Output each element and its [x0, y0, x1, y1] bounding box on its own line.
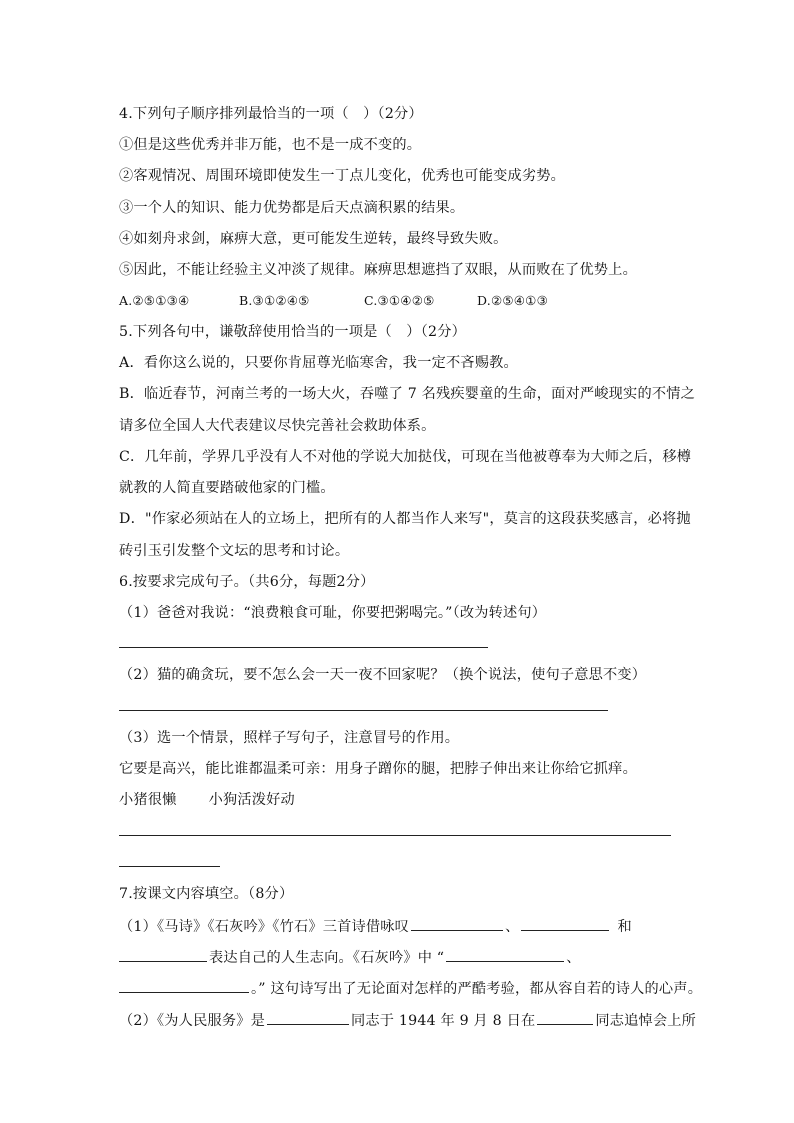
q7-part-1-line1	[119, 916, 632, 936]
q7-blank-5[interactable]	[119, 978, 249, 993]
q6-answer-line-1[interactable]	[119, 647, 488, 648]
q5-option-a: A．看你这么说的，只要你肯屈尊光临寒舍，我一定不吝赐教。	[119, 355, 518, 371]
q4-sentence-4: ④如刻舟求剑，麻痹大意，更可能发生逆转，最终导致失败。	[119, 231, 508, 247]
q7-blank-4[interactable]	[446, 947, 564, 962]
q4-sentence-3: ③一个人的知识、能力优势都是后天点滴积累的结果。	[119, 200, 465, 216]
q4-sentence-1: ①但是这些优秀并非万能，也不是一成不变的。	[119, 137, 422, 153]
q6-part-2: （2）猫的确贪玩，要不怎么会一天一夜不回家呢？（换个说法，使句子意思不变）	[119, 667, 647, 683]
q7-part-1-text-a: （1）《马诗》《石灰吟》《竹石》三首诗借咏叹	[119, 919, 410, 935]
q5-option-b-line1: B．临近春节，河南兰考的一场大火，吞噬了 7 名残疾婴童的生命，面对严峻现实的不情之	[119, 386, 695, 402]
q7-blank-3[interactable]	[119, 947, 207, 962]
q5-option-c-line1: C．几年前，学界几乎没有人不对他的学说大加挞伐，可现在当他被尊奉为大师之后，移樽	[119, 449, 692, 465]
q6-answer-line-2[interactable]	[119, 710, 608, 711]
q6-part-1: （1）爸爸对我说：“浪费粮食可耻，你要把粥喝完。”（改为转述句）	[119, 605, 547, 621]
q4-option-b: B.③①②④⑤	[239, 293, 310, 308]
q7-blank-7[interactable]	[537, 1010, 593, 1025]
q7-part-1-line2	[119, 947, 581, 967]
q7-part-1-text-b: 表达自己的人生志向。《石灰吟》中 “	[209, 950, 445, 966]
q6-scene-2: 小狗活泼好动	[208, 792, 295, 808]
q6-part-3: （3）选一个情景，照样子写句子，注意冒号的作用。	[119, 730, 460, 746]
q5-option-c-line2: 就教的人简直要踏破他家的门槛。	[119, 480, 335, 496]
q7-part-2-line1	[119, 1010, 696, 1030]
q4-sentence-2: ②客观情况、周围环境即使发生一丁点儿变化，优秀也可能变成劣势。	[119, 168, 566, 184]
q7-part-2-text-a: （2）《为人民服务》是	[119, 1013, 266, 1029]
q7-part-2-text-c: 同志追悼会上所	[595, 1013, 697, 1029]
q7-blank-1[interactable]	[411, 916, 503, 931]
q7-blank-2[interactable]	[521, 916, 609, 931]
q4-option-c: C.③①④②⑤	[364, 293, 435, 308]
q5-option-b-line2: 请多位全国人大代表建议尽快完善社会救助体系。	[119, 418, 436, 434]
q7-blank-6[interactable]	[267, 1010, 349, 1025]
q4-option-d: D.②⑤④①③	[477, 293, 548, 308]
q7-part-1-text-d: 。” 这句诗写出了无论面对怎样的严酷考验，都从容自若的诗人的心声。	[251, 981, 703, 997]
q7-part-1-line3	[119, 978, 702, 998]
q5-option-d-line1: D．"作家必须站在人的立场上，把所有的人都当作人来写"，莫言的这段获奖感言，必将抛	[119, 511, 691, 527]
q7-part-1-text-c: 、	[566, 950, 581, 966]
q4-stem: 4.下列句子顺序排列最恰当的一项（ ）（2分）	[119, 106, 423, 122]
q7-and: 和	[617, 919, 632, 935]
q5-stem: 5.下列各句中，谦敬辞使用恰当的一项是（ ）（2分）	[119, 324, 466, 340]
q4-sentence-5: ⑤因此，不能让经验主义冲淡了规律。麻痹思想遮挡了双眼，从而败在了优势上。	[119, 262, 637, 278]
q6-scenes	[119, 791, 295, 809]
q7-separator: 、	[505, 919, 520, 935]
q6-answer-line-3[interactable]	[119, 835, 671, 836]
q7-part-2-text-b: 同志于 1944 年 9 月 8 日在	[351, 1013, 536, 1029]
q7-stem: 7.按课文内容填空。（8分）	[119, 886, 294, 902]
q6-stem: 6.按要求完成句子。（共6分，每题2分）	[119, 574, 375, 590]
q4-option-a: A.②⑤①③④	[119, 293, 190, 308]
q6-example: 它要是高兴，能比谁都温柔可亲：用身子蹭你的腿，把脖子伸出来让你给它抓痒。	[119, 761, 637, 777]
q4-options	[119, 292, 548, 310]
q6-scene-1: 小猪很懒	[119, 792, 177, 808]
q5-option-d-line2: 砖引玉引发整个文坛的思考和讨论。	[119, 543, 350, 559]
q6-answer-line-4[interactable]	[119, 866, 220, 867]
